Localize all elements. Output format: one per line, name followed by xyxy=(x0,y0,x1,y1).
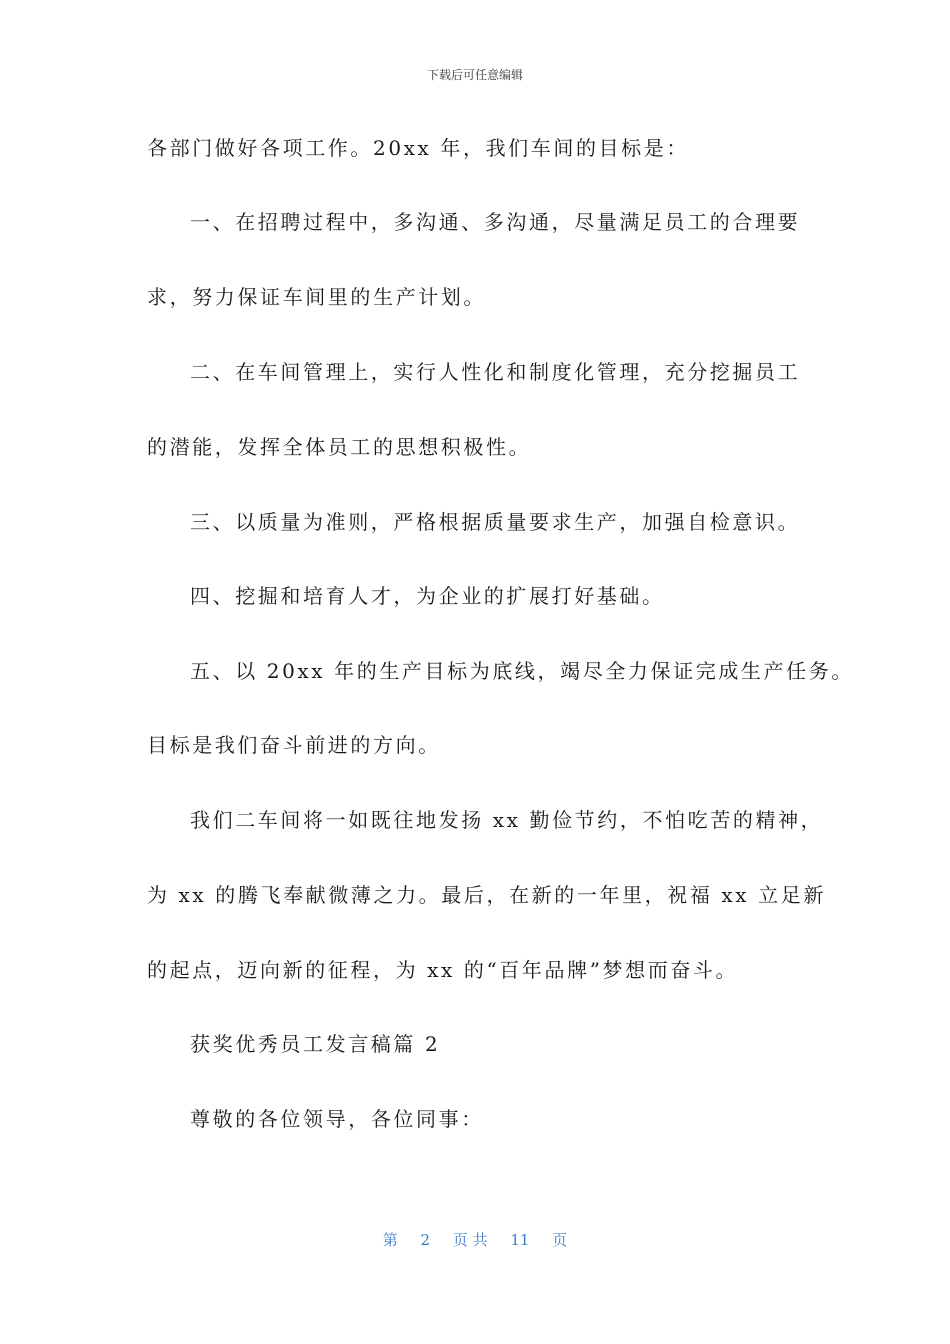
text-line: 五、以 20xx 年的生产目标为底线，竭尽全力保证完成生产任务。 xyxy=(190,659,854,683)
text-line: 我们二车间将一如既往地发扬 xx 勤俭节约，不怕吃苦的精神， xyxy=(190,808,824,832)
page-footer xyxy=(0,1229,950,1250)
page-header: 下载后可任意编辑 xyxy=(426,68,523,82)
footer-middle: 页 共 xyxy=(452,1231,488,1249)
total-page-count: 11 xyxy=(510,1231,530,1249)
section-heading: 获奖优秀员工发言稿篇 2 xyxy=(190,1032,441,1056)
text-line: 二、在车间管理上，实行人性化和制度化管理，充分挖掘员工 xyxy=(190,360,801,384)
text-line: 目标是我们奋斗前进的方向。 xyxy=(147,733,441,757)
text-line: 一、在招聘过程中，多沟通、多沟通，尽量满足员工的合理要 xyxy=(190,210,801,234)
text-line: 三、以质量为准则，严格根据质量要求生产，加强自检意识。 xyxy=(190,510,801,534)
text-line: 的起点，迈向新的征程，为 xx 的“百年品牌”梦想而奋斗。 xyxy=(147,958,739,982)
text-line: 求，努力保证车间里的生产计划。 xyxy=(147,285,486,309)
footer-prefix: 第 xyxy=(382,1231,398,1249)
text-line: 的潜能，发挥全体员工的思想积极性。 xyxy=(147,435,532,459)
current-page-number: 2 xyxy=(420,1231,431,1249)
salutation: 尊敬的各位领导，各位同事： xyxy=(190,1107,484,1131)
footer-suffix: 页 xyxy=(552,1231,568,1249)
text-line: 四、挖掘和培育人才，为企业的扩展打好基础。 xyxy=(190,584,665,608)
text-line: 各部门做好各项工作。20xx 年，我们车间的目标是： xyxy=(147,136,689,160)
text-line: 为 xx 的腾飞奉献微薄之力。最后，在新的一年里，祝福 xx 立足新 xyxy=(147,883,826,907)
